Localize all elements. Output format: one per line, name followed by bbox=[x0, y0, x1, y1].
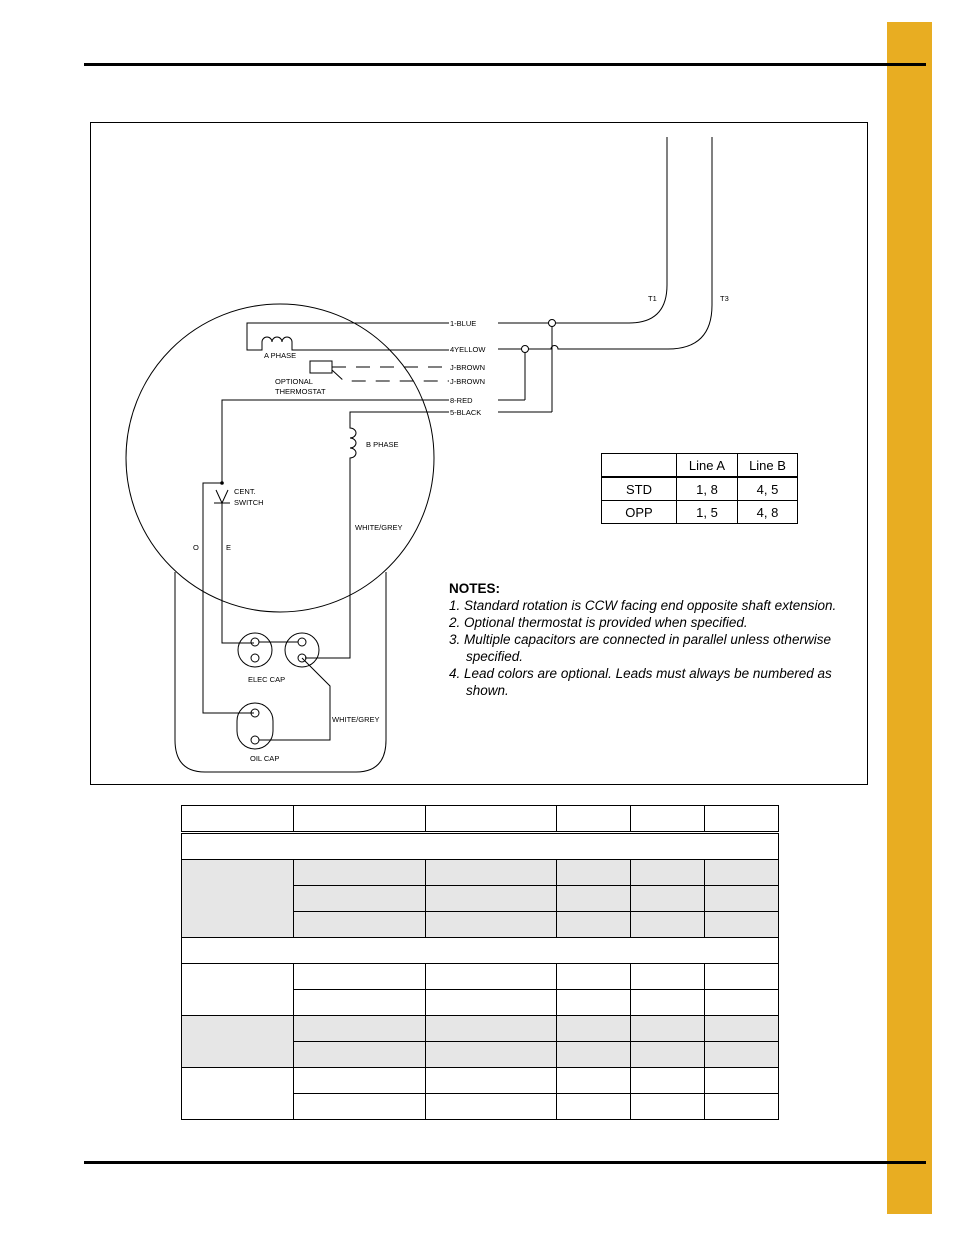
rotation-table bbox=[601, 453, 798, 524]
label-thermostat-1: OPTIONAL bbox=[275, 377, 313, 386]
spec-row bbox=[182, 860, 779, 886]
label-thermostat-2: THERMOSTAT bbox=[275, 387, 326, 396]
spec-header-row bbox=[182, 806, 779, 833]
label-e: E bbox=[226, 543, 232, 552]
label-cent-2: SWITCH bbox=[234, 498, 264, 507]
rotation-cell: STD bbox=[602, 477, 677, 501]
label-white-grey-2: WHITE/GREY bbox=[332, 715, 380, 724]
rotation-header-blank bbox=[602, 454, 677, 478]
spec-table bbox=[181, 805, 779, 1120]
label-b-phase: B PHASE bbox=[366, 440, 399, 449]
rotation-cell: 4, 5 bbox=[738, 477, 798, 501]
rotation-cell: 4, 8 bbox=[738, 501, 798, 524]
a-phase-winding bbox=[247, 323, 449, 350]
label-elec-cap: ELEC CAP bbox=[248, 675, 286, 684]
rotation-row-opp bbox=[602, 501, 798, 524]
note-item: 3. Multiple capacitors are connected in parallel unless otherwise specified. bbox=[449, 632, 831, 664]
oil-cap-symbol bbox=[237, 703, 273, 749]
rotation-cell: 1, 5 bbox=[677, 501, 738, 524]
spec-section-row bbox=[182, 833, 779, 860]
label-black: 5-BLACK bbox=[450, 408, 482, 417]
spec-row bbox=[182, 1016, 779, 1042]
spec-section-row bbox=[182, 938, 779, 964]
rotation-cell: OPP bbox=[602, 501, 677, 524]
notes-heading: NOTES: bbox=[449, 581, 501, 596]
label-brown-1: J-BROWN bbox=[450, 363, 485, 372]
label-yellow: 4YELLOW bbox=[450, 345, 486, 354]
label-a-phase: A PHASE bbox=[264, 351, 297, 360]
t1-wire bbox=[498, 137, 667, 323]
notes bbox=[449, 580, 849, 699]
note-item: 1. Standard rotation is CCW facing end opposite shaft extension. bbox=[449, 598, 837, 613]
spec-row bbox=[182, 1068, 779, 1094]
t3-wire bbox=[498, 137, 712, 349]
rotation-cell: 1, 8 bbox=[677, 477, 738, 501]
label-cent-1: CENT. bbox=[234, 487, 256, 496]
rotation-header-line-b: Line B bbox=[738, 454, 798, 478]
spec-row bbox=[182, 964, 779, 990]
label-t3: T3 bbox=[720, 294, 729, 303]
label-white-grey-1: WHITE/GREY bbox=[355, 523, 403, 532]
label-blue: 1-BLUE bbox=[450, 319, 477, 328]
rotation-header-line-a: Line A bbox=[677, 454, 738, 478]
footer-rule bbox=[84, 1161, 926, 1164]
label-oil-cap: OIL CAP bbox=[250, 754, 280, 763]
label-o: O bbox=[193, 543, 199, 552]
label-red: 8-RED bbox=[450, 396, 473, 405]
capacitor-box bbox=[175, 572, 386, 772]
note-item: 4. Lead colors are optional. Leads must always be numbered as shown. bbox=[449, 666, 832, 698]
note-item: 2. Optional thermostat is provided when specified. bbox=[449, 615, 748, 630]
thermostat-symbol bbox=[310, 361, 332, 373]
rotation-row-std bbox=[602, 477, 798, 501]
label-t1: T1 bbox=[648, 294, 657, 303]
label-brown-2: J-BROWN bbox=[450, 377, 485, 386]
